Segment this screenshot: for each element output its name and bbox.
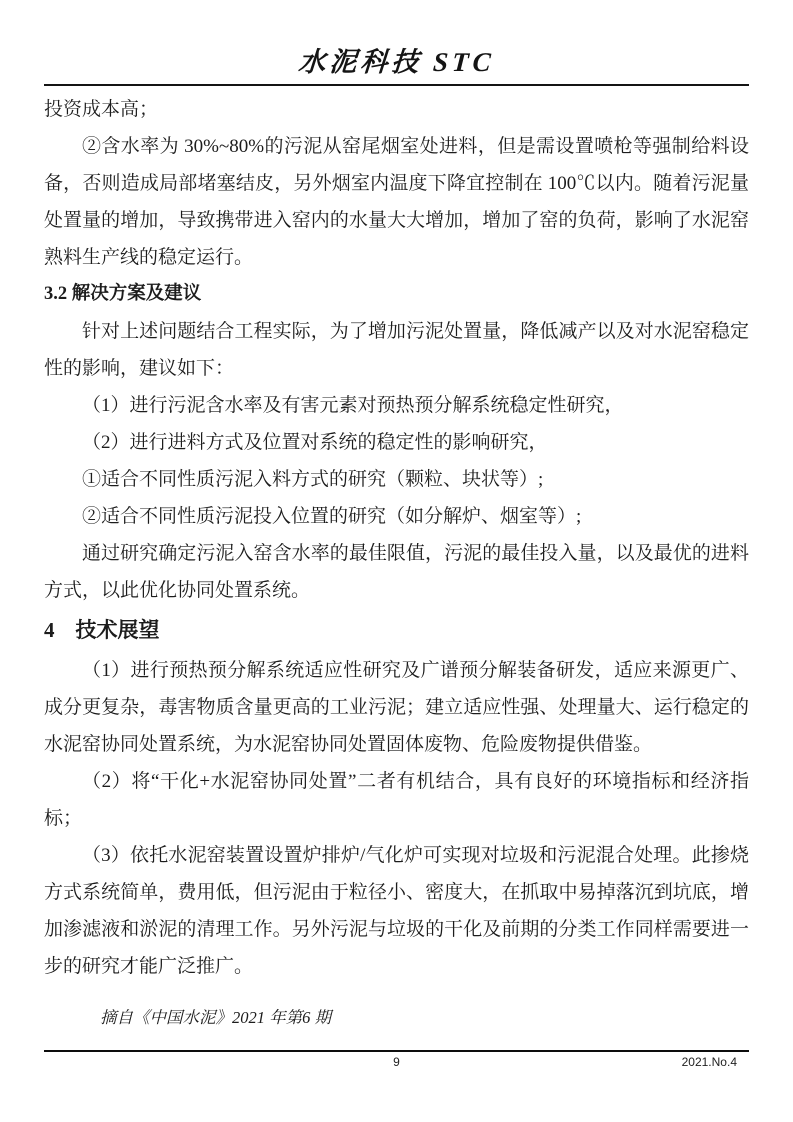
source-note: 摘自《中国水泥》2021 年第6 期 [100, 1008, 331, 1027]
paragraph: 通过研究确定污泥入窑含水率的最佳限值，污泥的最佳投入量，以及最优的进料方式，以此优化协同处置系统。 [44, 543, 749, 601]
paragraph: （3）依托水泥窑装置设置炉排炉/气化炉可实现对垃圾和污泥混合处理。此掺烧方式系统简单，费用低，但污泥由于粒径小、密度大，在抓取中易掉落沉到坑底，增加渗滤液和淤泥的清理工作。另外污泥与垃圾的干化及前期的分类工作同样需要进一步的研究才能广泛推广。 [44, 845, 749, 977]
paragraph: ①适合不同性质污泥入料方式的研究（颗粒、块状等）; [82, 469, 544, 490]
paragraph: 投资成本高； [44, 99, 159, 120]
paragraph: （1）进行污泥含水率及有害元素对预热预分解系统稳定性研究， [82, 395, 624, 416]
footer-row [44, 1052, 749, 1071]
page-header [44, 0, 749, 86]
paragraph: ②适合不同性质污泥投入位置的研究（如分解炉、烟室等）; [82, 506, 582, 527]
journal-title: 水泥科技 STC [297, 47, 496, 77]
section-heading: 4 技术展望 [44, 618, 160, 642]
paragraph: （1）进行预热预分解系统适应性研究及广谱预分解装备研发，适应来源更广、成分更复杂，毒害物质含量更高的工业污泥；建立适应性强、处理量大、运行稳定的水泥窑协同处置系统，为水泥窑协同处置固体废物、危险废物提供借鉴。 [44, 660, 749, 755]
page-footer [44, 1050, 749, 1071]
document-body [44, 86, 749, 985]
section-heading: 3.2 解决方案及建议 [44, 284, 202, 304]
paragraph: （2）进行进料方式及位置对系统的稳定性的影响研究， [82, 432, 548, 453]
page-number: 9 [393, 1055, 400, 1069]
paragraph: ②含水率为 30%~80%的污泥从窑尾烟室处进料，但是需设置喷枪等强制给料设备，否则造成局部堵塞结皮，另外烟室内温度下降宜控制在 100℃以内。随着污泥量处置量的增加，导致携带进入窑内的水量大大增加，增加了窑的负荷，影响了水泥窑熟料生产线的稳定运行。 [44, 136, 749, 268]
paragraph: （2）将“干化+水泥窑协同处置”二者有机结合，具有良好的环境指标和经济指标； [44, 771, 749, 829]
issue-number: 2021.No.4 [681, 1055, 737, 1069]
paragraph: 针对上述问题结合工程实际，为了增加污泥处置量，降低减产以及对水泥窑稳定性的影响，建议如下： [44, 321, 749, 379]
